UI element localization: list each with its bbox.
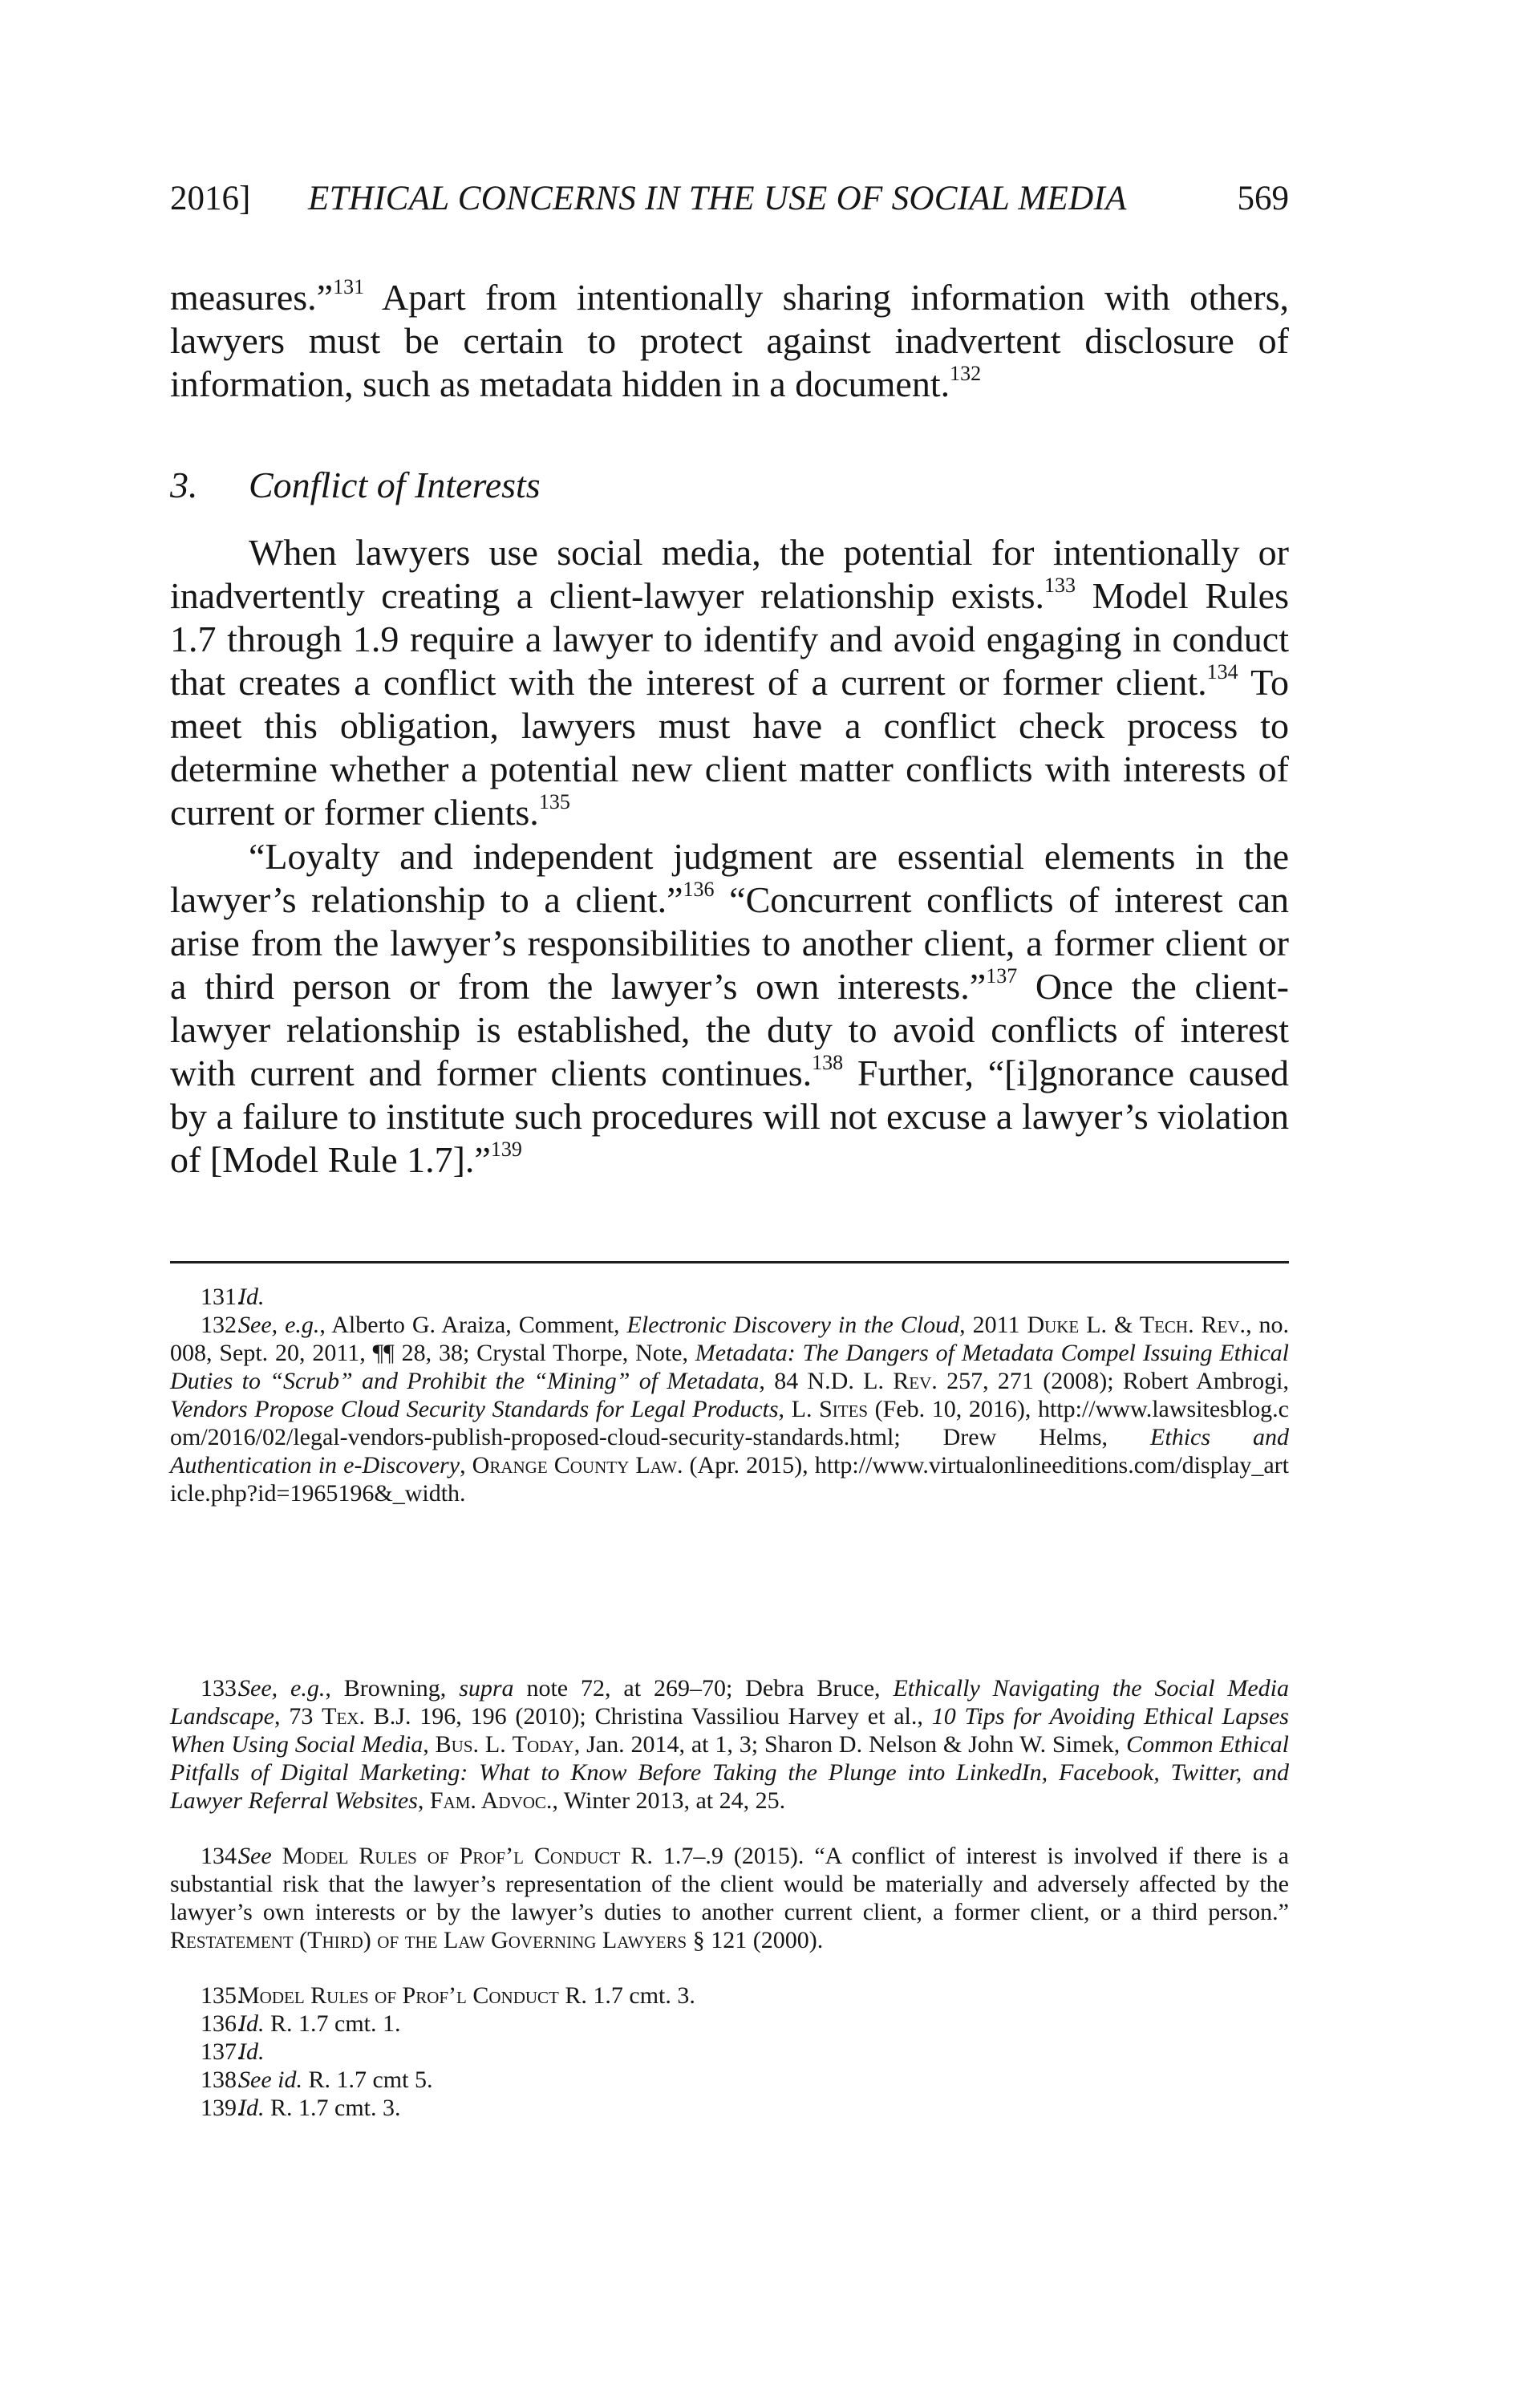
footnote-ref-133[interactable]: 133 (1044, 574, 1076, 597)
footnote-136: 136.Id. R. 1.7 cmt. 1. (201, 2010, 401, 2037)
footnote-ref-131[interactable]: 131 (333, 275, 365, 298)
footnote-ref-135[interactable]: 135 (538, 790, 570, 813)
footnote-134: 134.See Model Rules of Prof’l Conduct R. 1.7–.9 (2015). “A conflict of interest is involved if there is a substantial risk that the lawyer’s representation of the client would be materially and adversely affected by the lawyer’s own interests or by the lawyer’s duties to another current client, a former client, or a third person.” Restatement (Third) of the Law Governing Lawyers § 121 (2000). (170, 1843, 1289, 1953)
footnote-132: 132.See, e.g., Alberto G. Araiza, Comment, Electronic Discovery in the Cloud, 2011 Duke L. & Tech. Rev., no. 008, Sept. 20, 2011, ¶¶ 28, 38; Crystal Thorpe, Note, Metadata: The Dangers of Metadata Compel Issuing Ethical Duties to “Scrub” and Prohibit the “Mining” of Metadata, 84 N.D. L. Rev. 257, 271 (2008); Robert Ambrogi, Vendors Propose Cloud Security Standards for Legal Products, L. Sites (Feb. 10, 2016), http://www.lawsitesblog.com/2016/02/legal-vendors-publish-proposed-cloud-security-standards.html; Drew Helms, Ethics and Authentication in e-Discovery, Orange County Law. (Apr. 2015), http://www.virtualonlineeditions.com/display_article.php?id=1965196&_width. (170, 1312, 1290, 1507)
footnote-135: 135.Model Rules of Prof’l Conduct R. 1.7 cmt. 3. (201, 1982, 695, 2009)
footnote-link[interactable]: http://www.lawsitesblog.com/2016/02/legal-vendors-publish-proposed-cloud-security-standards.html (170, 1396, 1289, 1450)
header-title: ETHICAL CONCERNS IN THE USE OF SOCIAL MEDIA (308, 180, 1127, 217)
footnote-ref-136[interactable]: 136 (683, 878, 715, 901)
body-paragraph-2: When lawyers use social media, the potential for intentionally or inadvertently creating a client-lawyer relationship exists.$^{133}$ Model Rules 1.7 through 1.9 require a lawyer to identify and avoid engaging in conduct that creates a conflict with the interest of a current or former client.$^{134}$ To meet this obligation, lawyers must have a conflict check process to determine whether a potential new client matter conflicts with interests of current or former clients.$^{135}$ (170, 532, 1289, 833)
footnote-ref-134[interactable]: 134 (1206, 660, 1238, 683)
footnote-ref-138[interactable]: 138 (812, 1051, 844, 1074)
section-number: 3. (170, 464, 198, 505)
section-title: Conflict of Interests (249, 464, 541, 505)
footnote-ref-137[interactable]: 137 (986, 964, 1018, 988)
running-header (170, 175, 1289, 223)
footnote-link[interactable]: http://www.virtualonlineeditions.com/display_article.php?id=1965196&_width (170, 1452, 1289, 1507)
footnote-ref-139[interactable]: 139 (490, 1138, 522, 1161)
footnote-138: 138.See id. R. 1.7 cmt 5. (201, 2067, 433, 2093)
footnote-131: 131.Id. (201, 1284, 265, 1310)
footnote-139: 139.Id. R. 1.7 cmt. 3. (201, 2095, 401, 2121)
page-number: 569 (1237, 180, 1289, 217)
footnote-divider (170, 1261, 1289, 1263)
footnote-ref-132[interactable]: 132 (950, 362, 982, 385)
body-paragraph-3: “Loyalty and independent judgment are essential elements in the lawyer’s relationship to a client.”$^{136}$ “Concurrent conflicts of interest can arise from the lawyer’s responsibilities to another client, a former client or a third person or from the lawyer’s own interests.”$^{137}$ Once the client-lawyer relationship is established, the duty to avoid conflicts of interest with current and former clients continues.$^{138}$ Further, “[i]gnorance caused by a failure to institute such procedures will not excuse a lawyer’s violation of [Model Rule 1.7].”$^{139}$ (170, 836, 1289, 1180)
body-paragraph-1: measures.”$^{131}$ Apart from intentionally sharing information with others, lawyers must be certain to protect against inadvertent disclosure of information, such as metadata hidden in a document.$^{132}$ (170, 275, 1289, 404)
footnote-137: 137.Id. (201, 2038, 265, 2065)
header-year: 2016] (170, 180, 251, 217)
section-heading (170, 464, 541, 507)
footnote-133: 133.See, e.g., Browning, supra note 72, at 269–70; Debra Bruce, Ethically Navigating the Social Media Landscape, 73 Tex. B.J. 196, 196 (2010); Christina Vassiliou Harvey et al., 10 Tips for Avoiding Ethical Lapses When Using Social Media, Bus. L. Today, Jan. 2014, at 1, 3; Sharon D. Nelson & John W. Simek, Common Ethical Pitfalls of Digital Marketing: What to Know Before Taking the Plunge into LinkedIn, Facebook, Twitter, and Lawyer Referral Websites, Fam. Advoc., Winter 2013, at 24, 25. (170, 1675, 1290, 1814)
